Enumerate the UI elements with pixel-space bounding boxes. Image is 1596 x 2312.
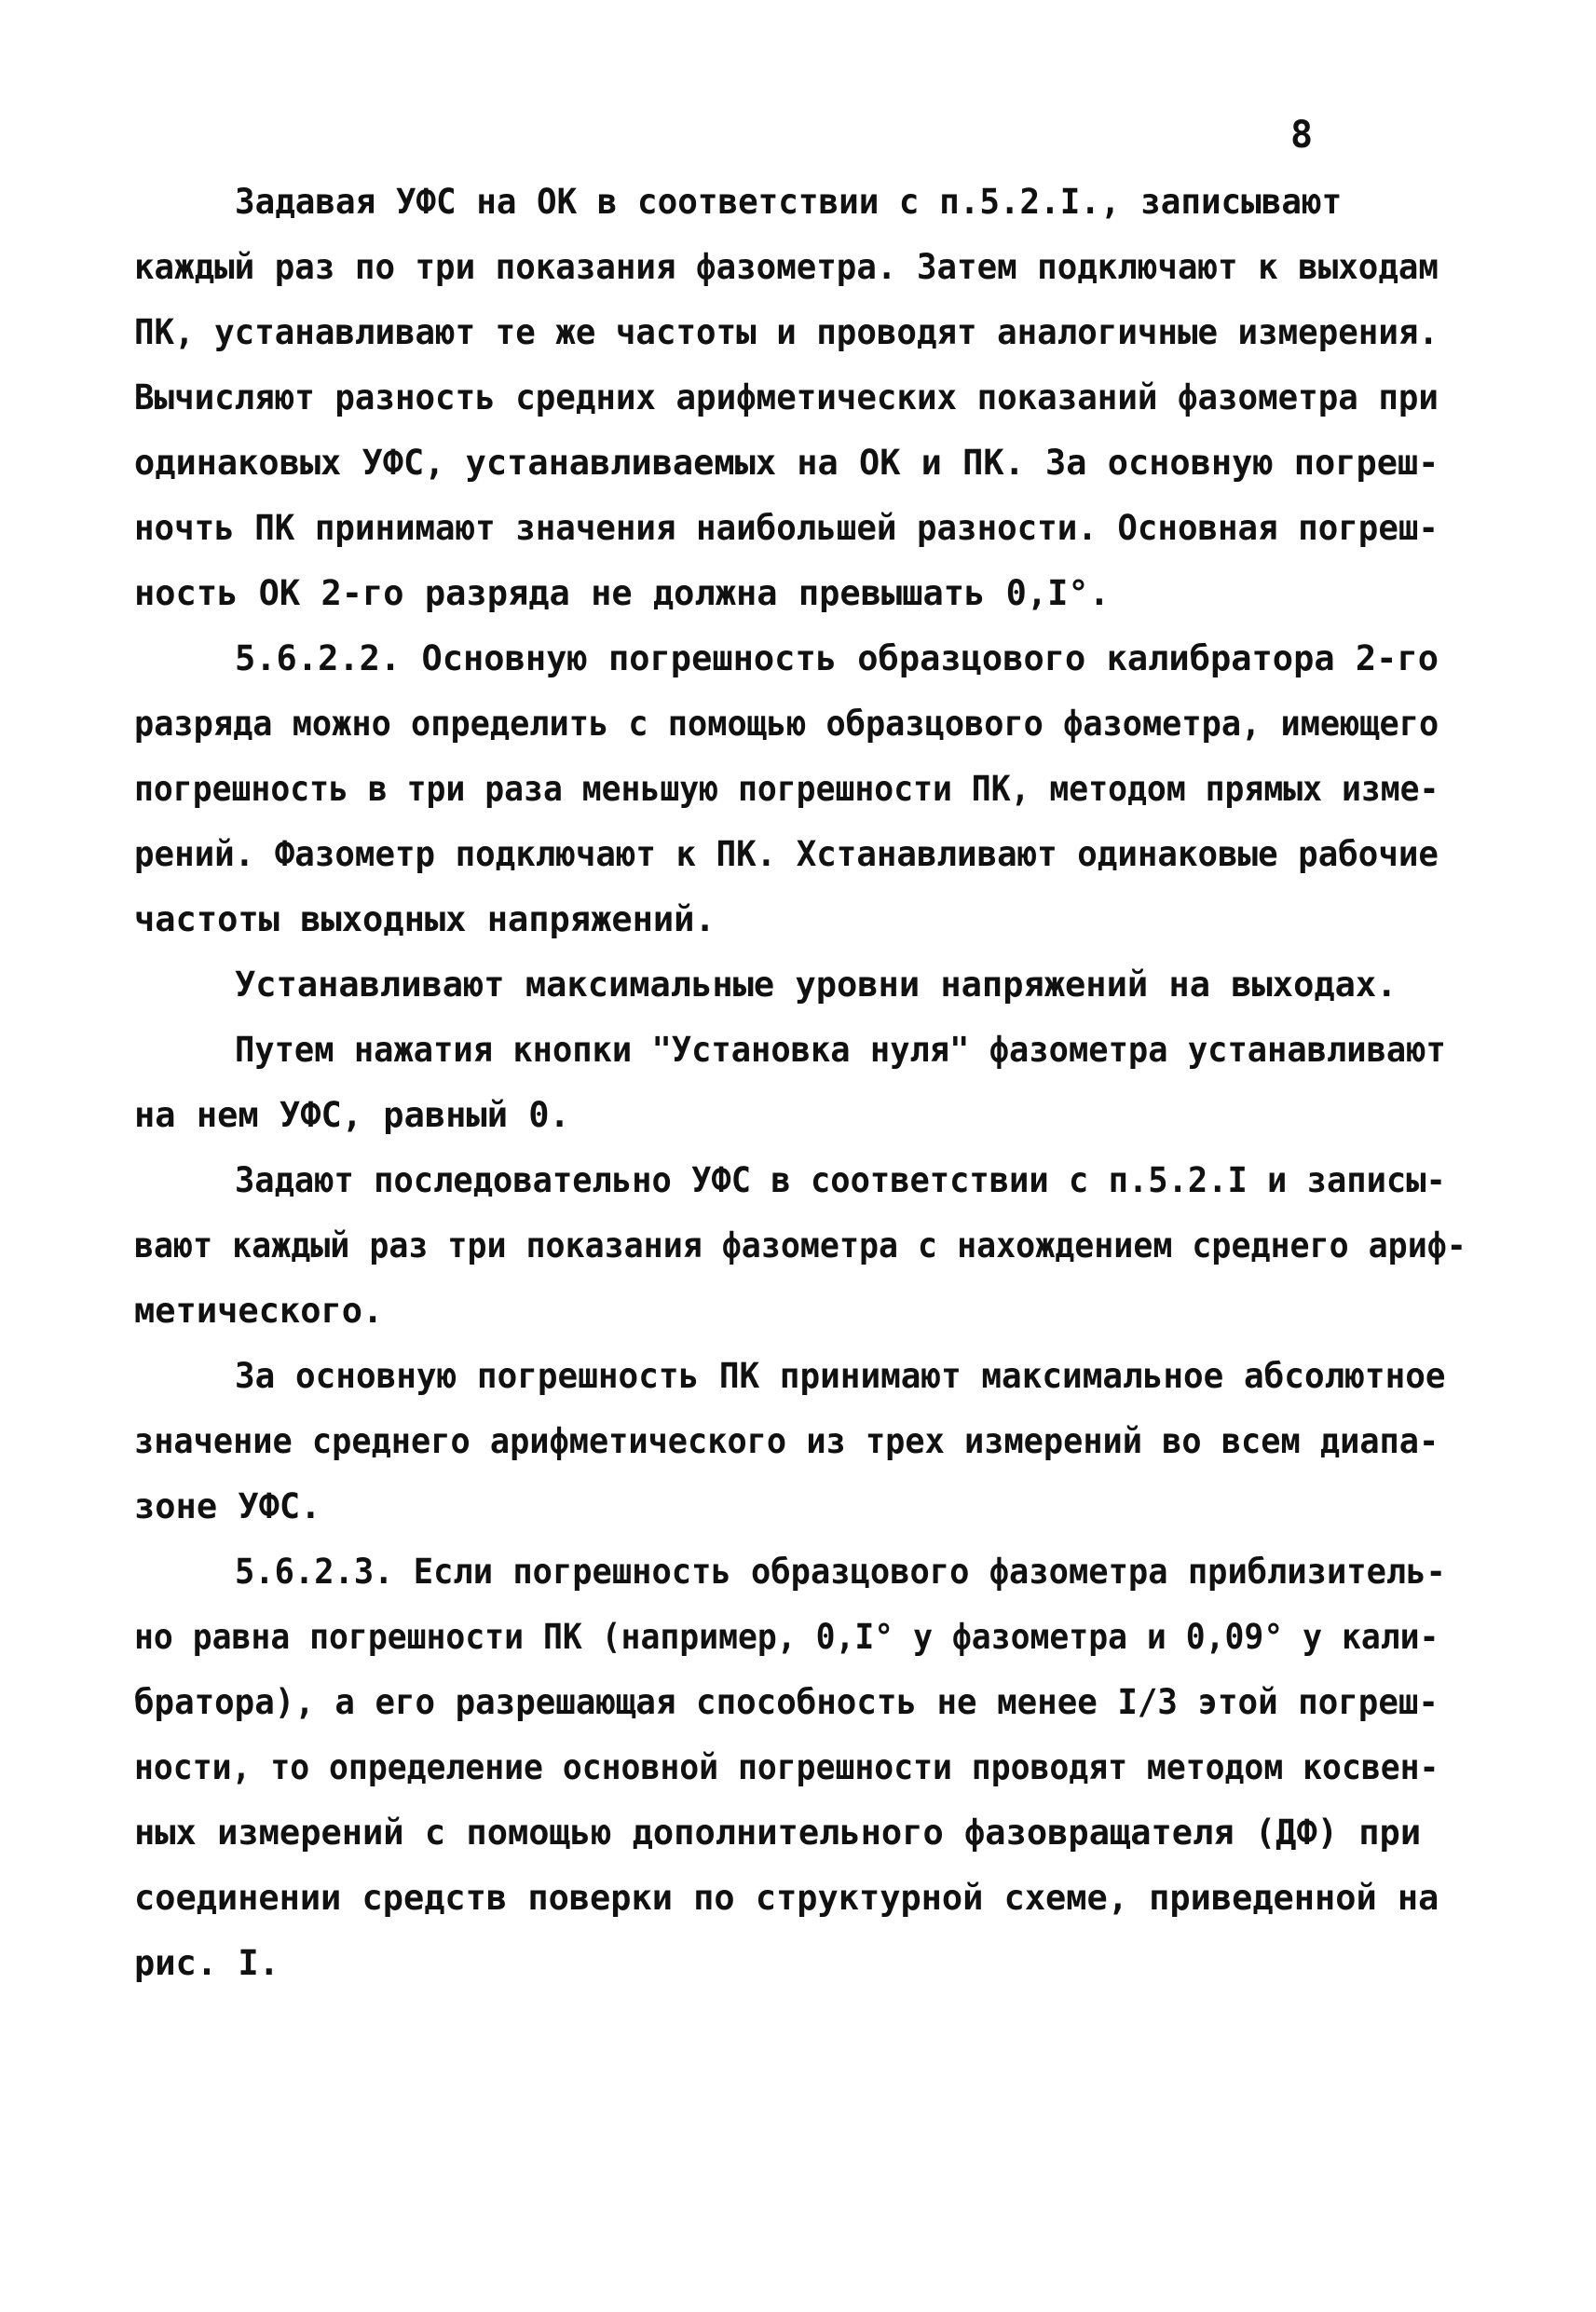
text-line: Задают последовательно УФС в соответствии с п.5.2.I и записы- <box>235 1160 1446 1200</box>
text-line: Задавая УФС на ОК в соответствии с п.5.2.I., записывают <box>235 182 1343 222</box>
text-line: погрешность в три раза меньшую погрешности ПК, методом прямых изме- <box>134 769 1439 809</box>
text-line: соединении средств поверки по структурной схеме, приведенной на <box>134 1878 1439 1918</box>
text-line: 5.6.2.3. Если погрешность образцового фазометра приблизитель- <box>235 1552 1446 1592</box>
text-line: За основную погрешность ПК принимают максимальное абсолютное <box>235 1356 1446 1396</box>
text-line: частоты выходных напряжений. <box>134 899 716 939</box>
text-line: ности, то определение основной погрешности проводят методом косвен- <box>134 1747 1439 1787</box>
text-line: ночть ПК принимают значения наибольшей разности. Основная погреш- <box>134 508 1439 548</box>
text-line: ных измерений с помощью дополнительного фазовращателя (ДФ) при <box>134 1813 1422 1853</box>
text-line: рений. Фазометр подключают к ПК. Хстанавливают одинаковые рабочие <box>134 834 1439 874</box>
text-line: каждый раз по три показания фазометра. Затем подключают к выходам <box>134 247 1439 287</box>
text-line: метического. <box>134 1291 384 1331</box>
text-line: Путем нажатия кнопки "Установка нуля" фазометра устанавливают <box>235 1030 1446 1070</box>
text-line: братора), а его разрешающая способность не менее I/3 этой погреш- <box>134 1682 1439 1722</box>
text-line: рис. I. <box>134 1943 280 1983</box>
text-line: ность ОК 2-го разряда не должна превышать 0,I°. <box>134 573 1110 613</box>
text-line: но равна погрешности ПК (например, 0,I° у фазометра и 0,09° у кали- <box>134 1617 1439 1657</box>
text-line: на нем УФС, равный 0. <box>134 1095 570 1135</box>
text-line: одинаковых УФС, устанавливаемых на ОК и ПК. За основную погреш- <box>134 443 1439 483</box>
text-line: Вычисляют разность средних арифметических показаний фазометра при <box>134 377 1439 417</box>
text-line: зоне УФС. <box>134 1486 321 1526</box>
text-line: вают каждый раз три показания фазометра с нахождением среднего ариф- <box>134 1225 1466 1265</box>
text-line: значение среднего арифметического из трех измерений во всем диапа- <box>134 1421 1439 1461</box>
text-line: разряда можно определить с помощью образцового фазометра, имеющего <box>134 704 1439 744</box>
text-line: ПК, устанавливают те же частоты и проводят аналогичные измерения. <box>134 312 1439 352</box>
text-line: Устанавливают максимальные уровни напряжений на выходах. <box>235 964 1398 1005</box>
page-number: 8 <box>1290 114 1314 157</box>
text-line: 5.6.2.2. Основную погрешность образцового калибратора 2-го <box>235 638 1439 678</box>
